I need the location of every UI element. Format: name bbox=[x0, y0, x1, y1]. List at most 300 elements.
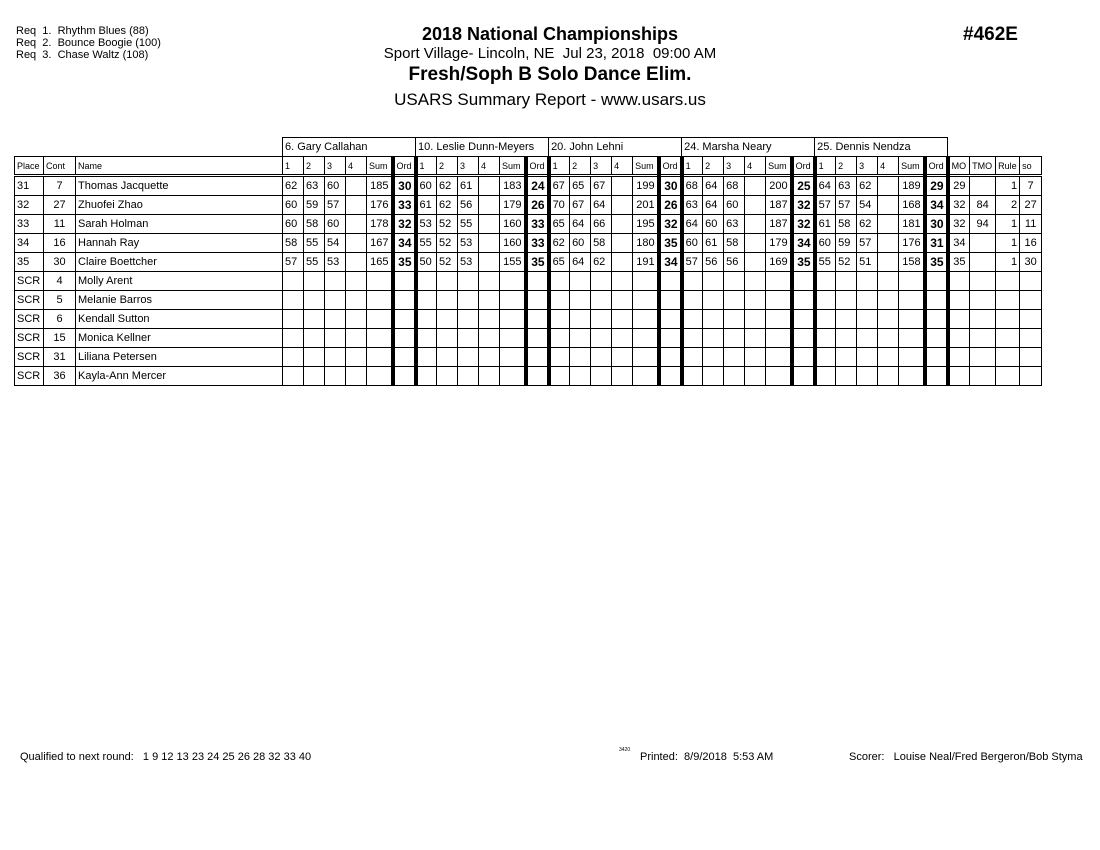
score-cell: 52 bbox=[836, 253, 857, 272]
score-cell bbox=[857, 310, 878, 329]
score-cell: 65 bbox=[549, 215, 570, 234]
score-cell: 58 bbox=[591, 234, 612, 253]
score-cell bbox=[612, 348, 633, 367]
ordinal-cell bbox=[393, 310, 416, 329]
ordinal-cell bbox=[659, 272, 682, 291]
ordinal-cell bbox=[925, 367, 948, 386]
col-sum: Sum bbox=[500, 157, 526, 176]
score-cell bbox=[346, 367, 367, 386]
score-cell bbox=[437, 310, 458, 329]
col-score-3: 3 bbox=[857, 157, 878, 176]
sum-cell bbox=[500, 272, 526, 291]
score-cell bbox=[346, 272, 367, 291]
score-cell bbox=[458, 291, 479, 310]
ordinal-cell bbox=[393, 291, 416, 310]
col-score-4: 4 bbox=[479, 157, 500, 176]
score-cell bbox=[857, 272, 878, 291]
score-cell bbox=[836, 310, 857, 329]
score-cell bbox=[682, 348, 703, 367]
score-cell bbox=[682, 272, 703, 291]
score-cell bbox=[437, 272, 458, 291]
ordinal-cell bbox=[526, 291, 549, 310]
score-cell bbox=[836, 348, 857, 367]
score-cell bbox=[437, 348, 458, 367]
score-cell bbox=[304, 367, 325, 386]
rule-cell bbox=[996, 348, 1020, 367]
col-score-2: 2 bbox=[703, 157, 724, 176]
cont-cell: 16 bbox=[44, 234, 76, 253]
sum-cell: 165 bbox=[367, 253, 393, 272]
score-cell bbox=[724, 367, 745, 386]
name-cell: Melanie Barros bbox=[76, 291, 283, 310]
ordinal-cell: 34 bbox=[925, 196, 948, 215]
tmo-cell bbox=[970, 329, 996, 348]
ordinal-cell: 30 bbox=[925, 215, 948, 234]
rule-cell bbox=[996, 291, 1020, 310]
sum-cell bbox=[367, 291, 393, 310]
score-cell bbox=[703, 291, 724, 310]
score-cell: 57 bbox=[283, 253, 304, 272]
sum-cell bbox=[899, 272, 925, 291]
mo-cell: 32 bbox=[948, 215, 970, 234]
score-cell: 53 bbox=[458, 234, 479, 253]
score-cell bbox=[346, 291, 367, 310]
score-cell bbox=[745, 253, 766, 272]
score-cell: 67 bbox=[570, 196, 591, 215]
score-cell bbox=[612, 291, 633, 310]
score-cell: 59 bbox=[836, 234, 857, 253]
ordinal-cell: 24 bbox=[526, 176, 549, 196]
col-score-4: 4 bbox=[878, 157, 899, 176]
event-name: Fresh/Soph B Solo Dance Elim. bbox=[408, 64, 692, 85]
score-cell: 60 bbox=[724, 196, 745, 215]
ordinal-cell bbox=[659, 348, 682, 367]
score-cell: 57 bbox=[682, 253, 703, 272]
tmo-cell bbox=[970, 367, 996, 386]
score-cell: 60 bbox=[570, 234, 591, 253]
mo-cell bbox=[948, 272, 970, 291]
score-cell bbox=[325, 291, 346, 310]
cont-cell: 31 bbox=[44, 348, 76, 367]
score-cell: 60 bbox=[682, 234, 703, 253]
score-cell bbox=[479, 348, 500, 367]
rule-cell: 2 bbox=[996, 196, 1020, 215]
col-sum: Sum bbox=[633, 157, 659, 176]
score-cell bbox=[437, 367, 458, 386]
summary-table bbox=[14, 137, 1042, 386]
score-cell bbox=[325, 329, 346, 348]
score-cell bbox=[549, 329, 570, 348]
cont-cell: 5 bbox=[44, 291, 76, 310]
sum-cell bbox=[500, 310, 526, 329]
score-cell bbox=[325, 348, 346, 367]
name-cell: Monica Kellner bbox=[76, 329, 283, 348]
sum-cell: 179 bbox=[766, 234, 792, 253]
name-cell: Molly Arent bbox=[76, 272, 283, 291]
sum-cell bbox=[766, 310, 792, 329]
blank-cell bbox=[948, 138, 1042, 157]
table-row bbox=[15, 176, 1042, 196]
score-cell bbox=[724, 291, 745, 310]
score-cell: 62 bbox=[549, 234, 570, 253]
sum-cell: 176 bbox=[899, 234, 925, 253]
col-place: Place bbox=[15, 157, 44, 176]
judge-name-3: 20. John Lehni bbox=[549, 138, 682, 157]
ordinal-cell: 33 bbox=[526, 215, 549, 234]
score-cell bbox=[346, 329, 367, 348]
so-cell bbox=[1020, 367, 1042, 386]
name-cell: Zhuofei Zhao bbox=[76, 196, 283, 215]
score-cell bbox=[325, 367, 346, 386]
sum-cell: 199 bbox=[633, 176, 659, 196]
score-cell bbox=[458, 329, 479, 348]
sum-cell bbox=[500, 329, 526, 348]
rule-cell bbox=[996, 310, 1020, 329]
score-cell: 54 bbox=[325, 234, 346, 253]
score-cell bbox=[479, 291, 500, 310]
ordinal-cell bbox=[925, 272, 948, 291]
score-cell bbox=[570, 310, 591, 329]
sum-cell: 160 bbox=[500, 215, 526, 234]
score-cell: 63 bbox=[724, 215, 745, 234]
score-cell: 62 bbox=[283, 176, 304, 196]
score-cell bbox=[878, 215, 899, 234]
sum-cell bbox=[633, 272, 659, 291]
col-score-2: 2 bbox=[570, 157, 591, 176]
ordinal-cell: 32 bbox=[659, 215, 682, 234]
score-cell bbox=[346, 253, 367, 272]
score-cell bbox=[703, 272, 724, 291]
score-cell bbox=[416, 272, 437, 291]
ordinal-cell: 35 bbox=[925, 253, 948, 272]
score-cell: 52 bbox=[437, 215, 458, 234]
judge-header-row bbox=[15, 138, 1042, 157]
score-cell: 58 bbox=[836, 215, 857, 234]
col-sum: Sum bbox=[766, 157, 792, 176]
sum-cell bbox=[766, 272, 792, 291]
place-cell: SCR bbox=[15, 348, 44, 367]
requirement-1: Req 1. Rhythm Blues (88) bbox=[16, 25, 149, 37]
ordinal-cell: 35 bbox=[393, 253, 416, 272]
ordinal-cell: 32 bbox=[393, 215, 416, 234]
score-cell: 58 bbox=[724, 234, 745, 253]
score-cell bbox=[857, 329, 878, 348]
sum-cell: 191 bbox=[633, 253, 659, 272]
score-cell bbox=[815, 329, 836, 348]
ordinal-cell: 35 bbox=[526, 253, 549, 272]
score-cell: 58 bbox=[304, 215, 325, 234]
score-cell bbox=[815, 291, 836, 310]
score-cell bbox=[458, 367, 479, 386]
sum-cell bbox=[766, 367, 792, 386]
sum-cell: 181 bbox=[899, 215, 925, 234]
score-cell bbox=[612, 234, 633, 253]
sum-cell: 187 bbox=[766, 196, 792, 215]
score-cell bbox=[878, 329, 899, 348]
score-cell: 59 bbox=[304, 196, 325, 215]
score-cell bbox=[549, 291, 570, 310]
score-cell bbox=[479, 367, 500, 386]
score-cell bbox=[703, 348, 724, 367]
ordinal-cell bbox=[925, 348, 948, 367]
name-cell: Sarah Holman bbox=[76, 215, 283, 234]
score-cell bbox=[416, 348, 437, 367]
score-cell bbox=[745, 348, 766, 367]
rule-cell: 1 bbox=[996, 234, 1020, 253]
score-cell bbox=[479, 310, 500, 329]
score-cell bbox=[570, 367, 591, 386]
sum-cell bbox=[500, 291, 526, 310]
blank-cell bbox=[15, 138, 283, 157]
sum-cell: 187 bbox=[766, 215, 792, 234]
ordinal-cell bbox=[393, 348, 416, 367]
ordinal-cell bbox=[393, 367, 416, 386]
score-cell bbox=[304, 329, 325, 348]
rule-cell bbox=[996, 329, 1020, 348]
tmo-cell bbox=[970, 272, 996, 291]
ordinal-cell bbox=[792, 329, 815, 348]
col-score-1: 1 bbox=[283, 157, 304, 176]
venue-date: Sport Village- Lincoln, NE Jul 23, 2018 09:00 AM bbox=[383, 45, 717, 62]
score-cell: 62 bbox=[591, 253, 612, 272]
score-cell: 60 bbox=[815, 234, 836, 253]
score-cell bbox=[416, 310, 437, 329]
ordinal-cell: 35 bbox=[792, 253, 815, 272]
table-row bbox=[15, 367, 1042, 386]
score-cell bbox=[815, 272, 836, 291]
score-cell: 55 bbox=[304, 253, 325, 272]
table-row bbox=[15, 196, 1042, 215]
score-cell bbox=[304, 291, 325, 310]
ordinal-cell bbox=[925, 291, 948, 310]
score-cell: 50 bbox=[416, 253, 437, 272]
cont-cell: 30 bbox=[44, 253, 76, 272]
tmo-cell bbox=[970, 234, 996, 253]
score-cell bbox=[458, 272, 479, 291]
score-cell: 55 bbox=[458, 215, 479, 234]
cont-cell: 4 bbox=[44, 272, 76, 291]
sum-cell: 167 bbox=[367, 234, 393, 253]
score-cell bbox=[325, 272, 346, 291]
column-header-row bbox=[15, 157, 1042, 176]
score-cell bbox=[612, 215, 633, 234]
sum-cell: 195 bbox=[633, 215, 659, 234]
score-cell: 63 bbox=[836, 176, 857, 196]
col-cont: Cont bbox=[44, 157, 76, 176]
ordinal-cell: 29 bbox=[925, 176, 948, 196]
sum-cell bbox=[899, 291, 925, 310]
score-cell: 61 bbox=[703, 234, 724, 253]
score-cell bbox=[878, 272, 899, 291]
score-cell bbox=[437, 291, 458, 310]
sum-cell: 178 bbox=[367, 215, 393, 234]
score-cell bbox=[745, 329, 766, 348]
score-cell bbox=[458, 310, 479, 329]
rule-cell: 1 bbox=[996, 253, 1020, 272]
ordinal-cell: 34 bbox=[792, 234, 815, 253]
tmo-cell bbox=[970, 348, 996, 367]
score-cell: 53 bbox=[458, 253, 479, 272]
col-name: Name bbox=[76, 157, 283, 176]
score-cell bbox=[458, 348, 479, 367]
score-cell bbox=[612, 272, 633, 291]
sum-cell: 180 bbox=[633, 234, 659, 253]
mo-cell: 35 bbox=[948, 253, 970, 272]
ordinal-cell bbox=[792, 291, 815, 310]
place-cell: SCR bbox=[15, 272, 44, 291]
ordinal-cell bbox=[659, 310, 682, 329]
cont-cell: 7 bbox=[44, 176, 76, 196]
score-cell: 68 bbox=[682, 176, 703, 196]
score-cell bbox=[416, 291, 437, 310]
col-score-2: 2 bbox=[437, 157, 458, 176]
ordinal-cell: 35 bbox=[659, 234, 682, 253]
ordinal-cell bbox=[659, 367, 682, 386]
ordinal-cell bbox=[526, 348, 549, 367]
score-cell bbox=[682, 310, 703, 329]
sum-cell: 189 bbox=[899, 176, 925, 196]
score-cell bbox=[878, 310, 899, 329]
score-cell: 66 bbox=[591, 215, 612, 234]
score-cell bbox=[745, 196, 766, 215]
report-title: 2018 National Championships bbox=[421, 24, 679, 44]
tmo-cell bbox=[970, 253, 996, 272]
sum-cell bbox=[367, 329, 393, 348]
score-cell: 64 bbox=[815, 176, 836, 196]
tmo-cell bbox=[970, 291, 996, 310]
score-cell: 60 bbox=[416, 176, 437, 196]
score-cell bbox=[570, 348, 591, 367]
col-score-1: 1 bbox=[416, 157, 437, 176]
col-score-2: 2 bbox=[304, 157, 325, 176]
score-cell bbox=[857, 367, 878, 386]
score-cell bbox=[815, 310, 836, 329]
score-cell bbox=[283, 272, 304, 291]
score-cell bbox=[878, 348, 899, 367]
score-cell: 63 bbox=[304, 176, 325, 196]
so-cell bbox=[1020, 310, 1042, 329]
score-cell: 67 bbox=[549, 176, 570, 196]
sum-cell bbox=[899, 329, 925, 348]
ordinal-cell bbox=[659, 291, 682, 310]
so-cell: 11 bbox=[1020, 215, 1042, 234]
score-cell bbox=[724, 272, 745, 291]
score-cell bbox=[836, 367, 857, 386]
score-cell bbox=[724, 348, 745, 367]
col-score-1: 1 bbox=[815, 157, 836, 176]
place-cell: SCR bbox=[15, 367, 44, 386]
name-cell: Claire Boettcher bbox=[76, 253, 283, 272]
table-row bbox=[15, 234, 1042, 253]
name-cell: Kendall Sutton bbox=[76, 310, 283, 329]
score-cell bbox=[724, 329, 745, 348]
score-cell: 57 bbox=[325, 196, 346, 215]
score-cell bbox=[591, 348, 612, 367]
score-cell: 63 bbox=[682, 196, 703, 215]
score-cell: 60 bbox=[283, 215, 304, 234]
ordinal-cell bbox=[393, 329, 416, 348]
score-cell bbox=[836, 329, 857, 348]
score-cell bbox=[878, 176, 899, 196]
col-tmo: TMO bbox=[970, 157, 996, 176]
col-ord: Ord bbox=[526, 157, 549, 176]
ordinal-cell bbox=[393, 272, 416, 291]
score-cell: 60 bbox=[703, 215, 724, 234]
ordinal-cell bbox=[792, 310, 815, 329]
judge-name-5: 25. Dennis Nendza bbox=[815, 138, 948, 157]
so-cell: 27 bbox=[1020, 196, 1042, 215]
tmo-cell: 94 bbox=[970, 215, 996, 234]
score-cell bbox=[325, 310, 346, 329]
ordinal-cell: 30 bbox=[659, 176, 682, 196]
score-cell bbox=[745, 367, 766, 386]
judge-name-4: 24. Marsha Neary bbox=[682, 138, 815, 157]
sum-cell bbox=[899, 310, 925, 329]
score-cell: 55 bbox=[815, 253, 836, 272]
score-cell bbox=[857, 348, 878, 367]
ordinal-cell: 31 bbox=[925, 234, 948, 253]
score-cell bbox=[815, 348, 836, 367]
score-cell bbox=[549, 348, 570, 367]
score-cell: 52 bbox=[437, 234, 458, 253]
score-cell bbox=[591, 310, 612, 329]
sum-cell: 201 bbox=[633, 196, 659, 215]
col-ord: Ord bbox=[925, 157, 948, 176]
score-cell: 60 bbox=[325, 176, 346, 196]
score-cell bbox=[724, 310, 745, 329]
table-row bbox=[15, 272, 1042, 291]
so-cell: 7 bbox=[1020, 176, 1042, 196]
score-cell: 56 bbox=[724, 253, 745, 272]
ordinal-cell bbox=[526, 310, 549, 329]
score-cell: 54 bbox=[857, 196, 878, 215]
cont-cell: 6 bbox=[44, 310, 76, 329]
score-cell: 62 bbox=[437, 196, 458, 215]
score-cell: 56 bbox=[703, 253, 724, 272]
sum-cell: 158 bbox=[899, 253, 925, 272]
ordinal-cell: 25 bbox=[792, 176, 815, 196]
table-row bbox=[15, 291, 1042, 310]
score-cell bbox=[570, 329, 591, 348]
name-cell: Kayla-Ann Mercer bbox=[76, 367, 283, 386]
sum-cell bbox=[367, 348, 393, 367]
tmo-cell bbox=[970, 310, 996, 329]
score-cell bbox=[479, 253, 500, 272]
score-cell bbox=[591, 291, 612, 310]
so-cell bbox=[1020, 329, 1042, 348]
score-cell: 64 bbox=[682, 215, 703, 234]
sum-cell: 160 bbox=[500, 234, 526, 253]
col-score-4: 4 bbox=[612, 157, 633, 176]
table-row bbox=[15, 310, 1042, 329]
score-cell: 58 bbox=[283, 234, 304, 253]
score-cell bbox=[479, 176, 500, 196]
sum-cell: 155 bbox=[500, 253, 526, 272]
sum-cell bbox=[500, 348, 526, 367]
scorer-names: Scorer: Louise Neal/Fred Bergeron/Bob Styma bbox=[849, 751, 1083, 763]
place-cell: 35 bbox=[15, 253, 44, 272]
score-cell: 60 bbox=[325, 215, 346, 234]
sum-cell bbox=[766, 348, 792, 367]
score-cell: 55 bbox=[304, 234, 325, 253]
score-cell bbox=[836, 291, 857, 310]
score-cell: 65 bbox=[549, 253, 570, 272]
cont-cell: 15 bbox=[44, 329, 76, 348]
col-score-3: 3 bbox=[591, 157, 612, 176]
score-cell: 61 bbox=[416, 196, 437, 215]
score-cell bbox=[283, 348, 304, 367]
mo-cell bbox=[948, 367, 970, 386]
